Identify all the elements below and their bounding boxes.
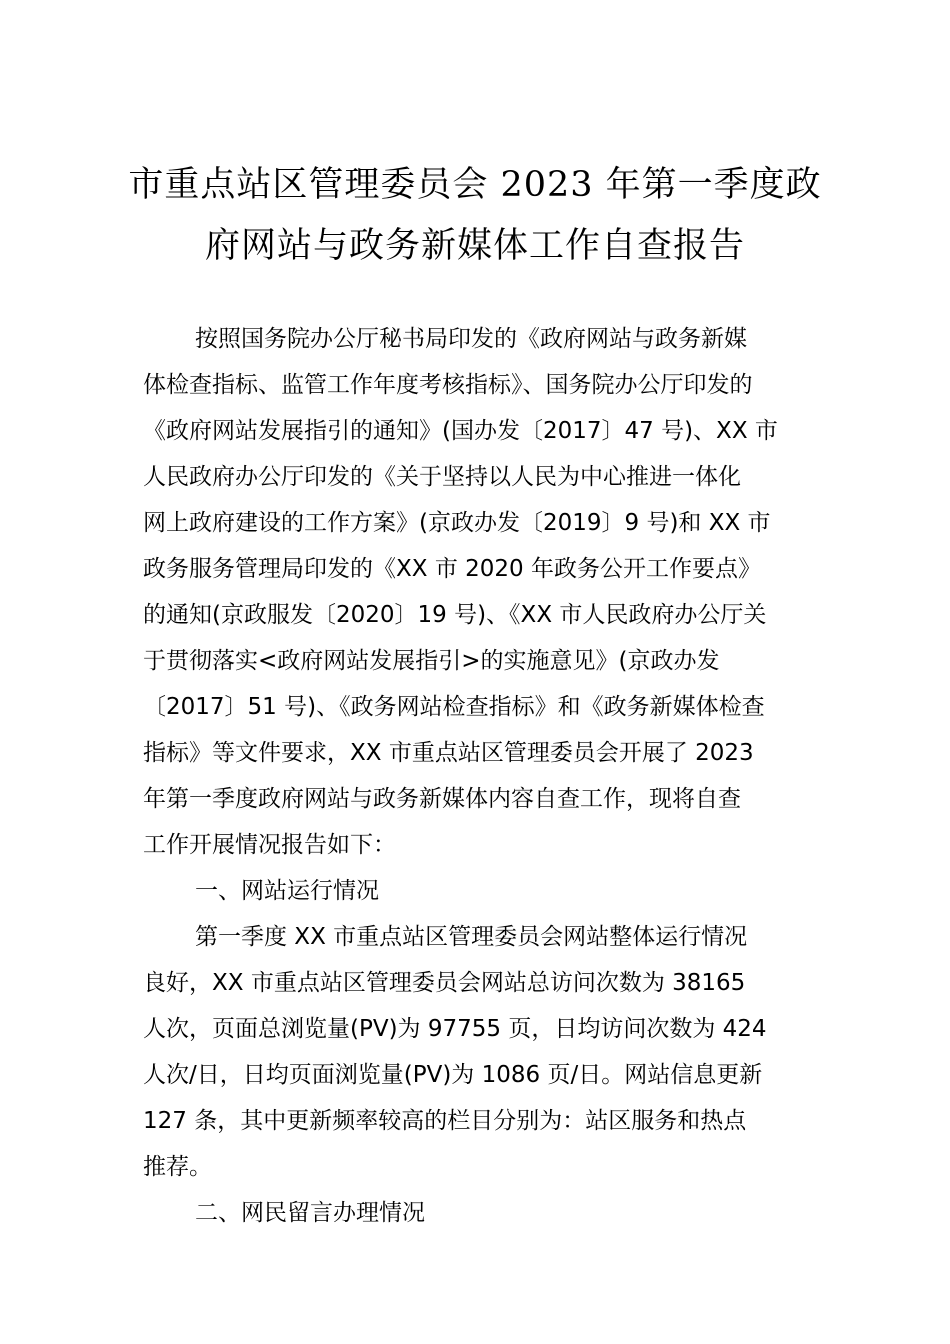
intro-paragraph-line: 于贯彻落实<政府网站发展指引>的实施意见》(京政办发: [143, 648, 720, 674]
document-title-line-1: 市重点站区管理委员会 2023 年第一季度政: [128, 165, 822, 205]
section-1-paragraph-line: 第一季度 XX 市重点站区管理委员会网站整体运行情况: [195, 924, 748, 950]
intro-paragraph-line: 的通知(京政服发〔2020〕19 号)、《XX 市人民政府办公厅关: [143, 602, 767, 628]
section-1-heading: 一、网站运行情况: [195, 878, 379, 904]
intro-paragraph-line: 指标》等文件要求，XX 市重点站区管理委员会开展了 2023: [143, 740, 754, 766]
section-1-paragraph-line: 推荐。: [143, 1154, 212, 1180]
intro-paragraph-line: 〔2017〕51 号)、《政务网站检查指标》和《政务新媒体检查: [143, 694, 765, 720]
intro-paragraph-line: 《政府网站发展指引的通知》(国办发〔2017〕47 号)、XX 市: [143, 418, 778, 444]
intro-paragraph-line: 工作开展情况报告如下：: [143, 832, 396, 858]
intro-paragraph-line: 体检查指标、监管工作年度考核指标》、国务院办公厅印发的: [143, 372, 753, 398]
intro-paragraph-line: 人民政府办公厅印发的《关于坚持以人民为中心推进一体化: [143, 464, 741, 490]
section-1-paragraph-line: 人次/日，日均页面浏览量(PV)为 1086 页/日。网站信息更新: [143, 1062, 763, 1088]
section-2-heading: 二、网民留言办理情况: [195, 1200, 425, 1226]
section-1-paragraph-line: 人次，页面总浏览量(PV)为 97755 页，日均访问次数为 424: [143, 1016, 767, 1042]
document-title-line-2: 府网站与政务新媒体工作自查报告: [204, 226, 745, 266]
intro-paragraph-line: 年第一季度政府网站与政务新媒体内容自查工作，现将自查: [143, 786, 741, 812]
intro-paragraph-line: 按照国务院办公厅秘书局印发的《政府网站与政务新媒: [195, 326, 747, 352]
intro-paragraph-line: 政务服务管理局印发的《XX 市 2020 年政务公开工作要点》: [143, 556, 761, 582]
section-1-paragraph-line: 良好，XX 市重点站区管理委员会网站总访问次数为 38165: [143, 970, 746, 996]
section-1-paragraph-line: 127 条，其中更新频率较高的栏目分别为：站区服务和热点: [143, 1108, 747, 1134]
intro-paragraph-line: 网上政府建设的工作方案》(京政办发〔2019〕9 号)和 XX 市: [143, 510, 771, 536]
